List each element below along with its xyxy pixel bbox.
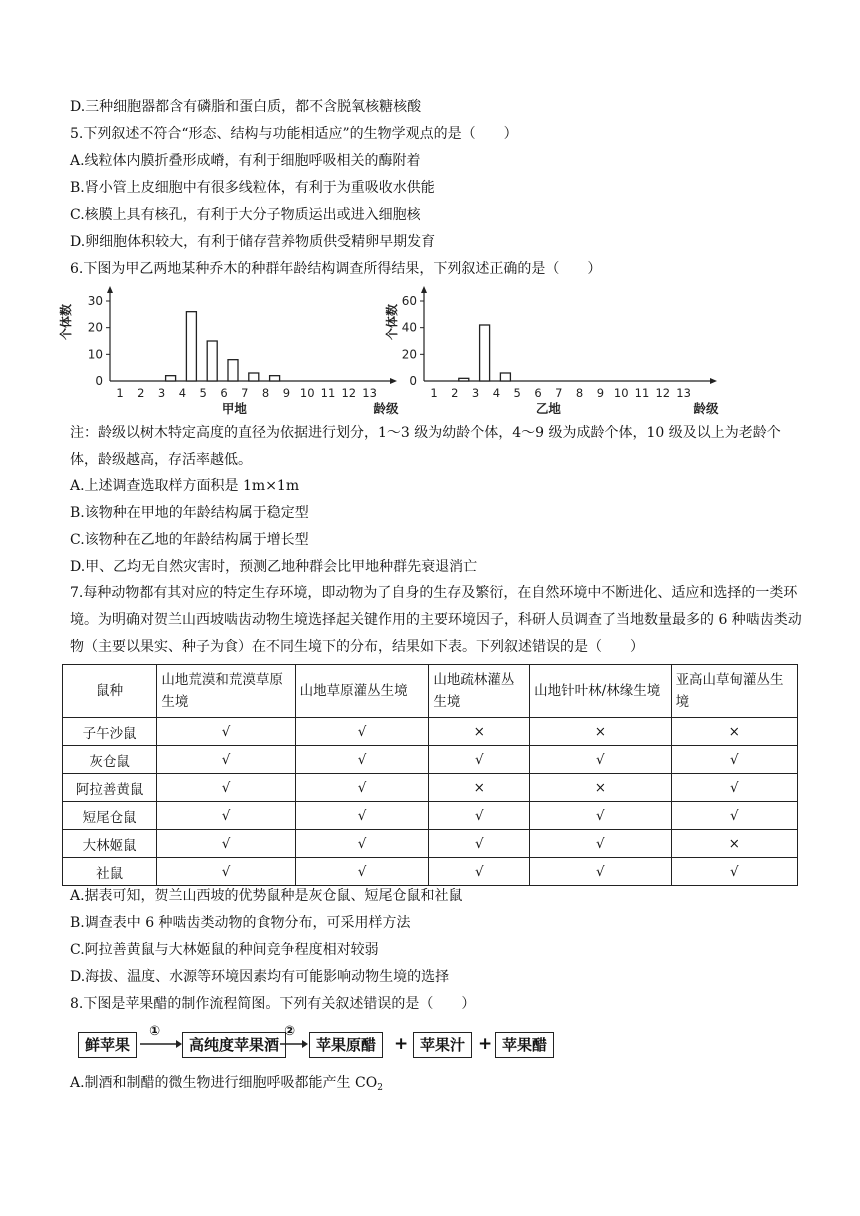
y-tick-label: 0 bbox=[409, 374, 417, 388]
x-tick-label: 12 bbox=[341, 386, 357, 400]
table-cell: √ bbox=[295, 774, 429, 802]
y-axis-label: 个体数 bbox=[385, 304, 399, 341]
table-cell: √ bbox=[530, 858, 671, 886]
table-row bbox=[63, 718, 798, 746]
y-tick-label: 60 bbox=[401, 294, 417, 308]
table-header-cell: 山地针叶林/林缘生境 bbox=[530, 665, 671, 718]
table-cell: √ bbox=[429, 802, 530, 830]
flow-arrow-1 bbox=[140, 1022, 182, 1062]
y-tick-label: 20 bbox=[401, 347, 417, 362]
table-cell: 短尾仓鼠 bbox=[63, 802, 157, 830]
y-axis-arrow bbox=[421, 286, 427, 293]
table-cell: √ bbox=[671, 774, 797, 802]
x-tick-label: 9 bbox=[282, 386, 291, 400]
q5-option-a: A.线粒体内膜折叠形成嵴，有利于细胞呼吸相关的酶附着 bbox=[70, 153, 421, 169]
q5-stem: 5.下列叙述不符合“形态、结构与功能相适应”的生物学观点的是（ ） bbox=[70, 126, 518, 142]
x-tick-label: 2 bbox=[451, 386, 459, 400]
q8-option-a-subscript: 2 bbox=[377, 1083, 383, 1093]
bar bbox=[166, 376, 176, 381]
table-cell: √ bbox=[671, 858, 797, 886]
chart-caption: 乙地 bbox=[535, 401, 561, 416]
y-tick-label: 20 bbox=[87, 320, 103, 335]
table-cell: √ bbox=[295, 802, 429, 830]
age-structure-charts bbox=[0, 280, 860, 420]
table-cell: √ bbox=[671, 802, 797, 830]
x-tick-label: 7 bbox=[555, 386, 563, 400]
habitat-table bbox=[62, 664, 798, 886]
flow-box-apple-wine: 高纯度苹果酒 bbox=[182, 1032, 286, 1058]
x-tick-label: 11 bbox=[634, 386, 650, 400]
x-tick-label: 1 bbox=[116, 386, 124, 400]
q6-option-c: C.该物种在乙地的年龄结构属于增长型 bbox=[70, 532, 309, 548]
x-tick-label: 2 bbox=[137, 386, 145, 400]
x-tick-label: 7 bbox=[241, 386, 249, 400]
x-tick-label: 12 bbox=[655, 386, 671, 400]
x-tick-label: 3 bbox=[157, 386, 166, 400]
table-cell: √ bbox=[429, 858, 530, 886]
y-tick-label: 30 bbox=[87, 294, 103, 308]
table-cell: √ bbox=[530, 802, 671, 830]
y-tick-label: 10 bbox=[87, 347, 103, 362]
q8-option-a bbox=[70, 1074, 383, 1097]
table-row bbox=[63, 830, 798, 858]
table-cell: × bbox=[530, 718, 671, 746]
table-cell: √ bbox=[429, 830, 530, 858]
table-cell: √ bbox=[295, 858, 429, 886]
table-cell: √ bbox=[295, 746, 429, 774]
table-cell: 灰仓鼠 bbox=[63, 746, 157, 774]
x-axis-label: 龄级 bbox=[693, 401, 719, 416]
y-tick-label: 0 bbox=[95, 374, 103, 388]
q5-option-c: C.核膜上具有核孔，有利于大分子物质运出或进入细胞核 bbox=[70, 207, 421, 223]
table-row bbox=[63, 746, 798, 774]
table-header-row bbox=[63, 665, 798, 718]
table-cell: 大林姬鼠 bbox=[63, 830, 157, 858]
table-row bbox=[63, 774, 798, 802]
x-tick-label: 4 bbox=[178, 386, 187, 400]
table-header-cell: 山地疏林灌丛生境 bbox=[429, 665, 530, 718]
q5-option-b: B.肾小管上皮细胞中有很多线粒体，有利于为重吸收水供能 bbox=[70, 180, 435, 196]
q6-option-a: A.上述调查选取样方面积是 1m×1m bbox=[70, 478, 300, 494]
table-cell: √ bbox=[157, 802, 295, 830]
x-axis-arrow bbox=[710, 378, 717, 384]
table-cell: √ bbox=[157, 858, 295, 886]
bar bbox=[207, 341, 217, 381]
flow-plus-2: + bbox=[478, 1034, 493, 1054]
x-tick-label: 11 bbox=[320, 386, 336, 400]
q7-option-a: A.据表可知，贺兰山西坡的优势鼠种是灰仓鼠、短尾仓鼠和社鼠 bbox=[70, 888, 463, 904]
table-cell: × bbox=[429, 718, 530, 746]
table-cell: × bbox=[429, 774, 530, 802]
table-cell: × bbox=[671, 830, 797, 858]
y-axis-arrow bbox=[107, 286, 113, 293]
table-cell: √ bbox=[157, 746, 295, 774]
table-cell: 阿拉善黄鼠 bbox=[63, 774, 157, 802]
x-tick-label: 5 bbox=[199, 386, 207, 400]
x-tick-label: 6 bbox=[534, 386, 542, 400]
x-tick-label: 10 bbox=[299, 386, 315, 400]
x-tick-label: 3 bbox=[471, 386, 480, 400]
flow-box-apple-vinegar: 苹果醋 bbox=[495, 1032, 554, 1058]
q6-option-d: D.甲、乙均无自然灾害时，预测乙地种群会比甲地种群先衰退消亡 bbox=[70, 559, 478, 575]
table-cell: 社鼠 bbox=[63, 858, 157, 886]
flow-step-1: ① bbox=[149, 1024, 161, 1039]
x-tick-label: 5 bbox=[513, 386, 521, 400]
q7-stem: 7.每种动物都有其对应的特定生存环境，即动物为了自身的生存及繁衍，在自然环境中不断进化、适应和选择的一类环境。为明确对贺兰山西坡啮齿动物生境选择起关键作用的主要环境因子，科研人员调查了当地数量最多的 6 种啮齿类动物（主要以果实、种子为食）在不同生境下的分布，结果如下表。下列叙述错误的是（ ） bbox=[70, 585, 802, 655]
table-cell: √ bbox=[295, 718, 429, 746]
table-cell: √ bbox=[429, 746, 530, 774]
table-row bbox=[63, 802, 798, 830]
bar bbox=[228, 360, 238, 381]
x-tick-label: 8 bbox=[261, 386, 270, 400]
bar bbox=[249, 373, 259, 381]
x-tick-label: 10 bbox=[613, 386, 629, 400]
chart-note: 注：龄级以树木特定高度的直径为依据进行划分，1～3 级为幼龄个体，4～9 级为成龄个体，10 级及以上为老龄个体，龄级越高，存活率越低。 bbox=[70, 425, 781, 468]
x-tick-label: 13 bbox=[676, 386, 691, 400]
table-row bbox=[63, 858, 798, 886]
table-cell: × bbox=[671, 718, 797, 746]
table-cell: √ bbox=[295, 830, 429, 858]
bar bbox=[500, 373, 510, 381]
x-axis-label: 龄级 bbox=[373, 401, 399, 416]
q7-option-b: B.调查表中 6 种啮齿类动物的食物分布，可采用样方法 bbox=[70, 915, 411, 931]
chart-caption: 甲地 bbox=[221, 401, 247, 416]
table-cell: 子午沙鼠 bbox=[63, 718, 157, 746]
table-cell: √ bbox=[530, 830, 671, 858]
q5-option-d: D.卵细胞体积较大，有利于储存营养物质供受精卵早期发育 bbox=[70, 234, 436, 250]
table-header-cell: 山地荒漠和荒漠草原生境 bbox=[157, 665, 295, 718]
x-tick-label: 13 bbox=[362, 386, 377, 400]
table-header-cell: 山地草原灌丛生境 bbox=[295, 665, 429, 718]
table-cell: √ bbox=[157, 718, 295, 746]
x-tick-label: 8 bbox=[575, 386, 584, 400]
table-cell: √ bbox=[671, 746, 797, 774]
q6-stem: 6.下图为甲乙两地某种乔木的种群年龄结构调查所得结果，下列叙述正确的是（ ） bbox=[70, 261, 602, 277]
table-header-cell: 鼠种 bbox=[63, 665, 157, 718]
bar bbox=[480, 325, 490, 381]
flow-step-2: ② bbox=[284, 1024, 296, 1039]
table-cell: √ bbox=[530, 746, 671, 774]
y-tick-label: 40 bbox=[401, 320, 417, 335]
q8-stem: 8.下图是苹果醋的制作流程简图。下列有关叙述错误的是（ ） bbox=[70, 996, 476, 1012]
q6-option-b: B.该物种在甲地的年龄结构属于稳定型 bbox=[70, 505, 309, 521]
bar bbox=[270, 376, 280, 381]
flow-plus-1: + bbox=[394, 1034, 409, 1054]
q8-option-a-text: A.制酒和制醋的微生物进行细胞呼吸都能产生 CO bbox=[70, 1075, 378, 1091]
x-tick-label: 9 bbox=[596, 386, 605, 400]
q7-option-d: D.海拔、温度、水源等环境因素均有可能影响动物生境的选择 bbox=[70, 969, 450, 985]
x-tick-label: 6 bbox=[220, 386, 228, 400]
table-cell: √ bbox=[157, 830, 295, 858]
q7-option-c: C.阿拉善黄鼠与大林姬鼠的种间竞争程度相对较弱 bbox=[70, 942, 379, 958]
flow-box-raw-vinegar: 苹果原醋 bbox=[309, 1032, 383, 1058]
table-cell: √ bbox=[157, 774, 295, 802]
x-axis-arrow bbox=[390, 378, 397, 384]
flow-box-apple-juice: 苹果汁 bbox=[413, 1032, 472, 1058]
table-header-cell: 亚高山草甸灌丛生境 bbox=[671, 665, 797, 718]
y-axis-label: 个体数 bbox=[59, 304, 73, 341]
bar bbox=[186, 312, 196, 381]
bar bbox=[459, 378, 469, 381]
table-cell: × bbox=[530, 774, 671, 802]
flow-box-fresh-apple: 鲜苹果 bbox=[78, 1032, 137, 1058]
x-tick-label: 4 bbox=[492, 386, 501, 400]
q4-option-d: D.三种细胞器都含有磷脂和蛋白质，都不含脱氧核糖核酸 bbox=[70, 99, 422, 115]
x-tick-label: 1 bbox=[430, 386, 438, 400]
